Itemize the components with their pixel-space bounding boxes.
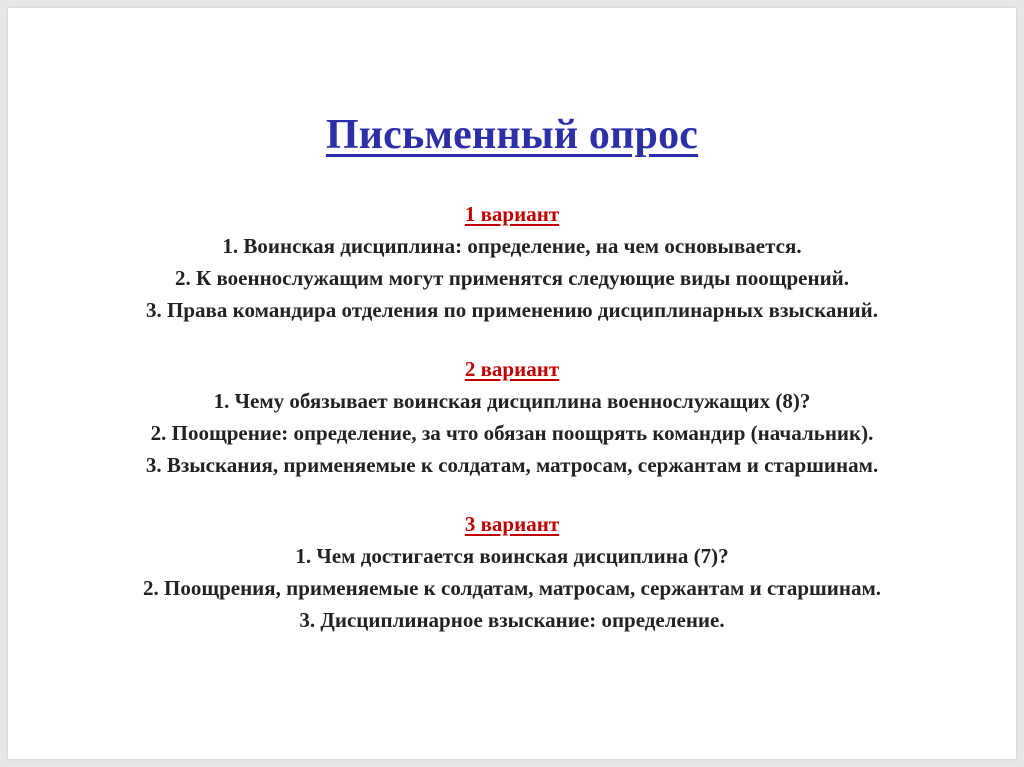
variant-3-heading: 3 вариант <box>464 512 560 536</box>
variant-1-question-1: 1. Воинская дисциплина: определение, на чем основывается. <box>222 234 802 258</box>
variant-2-block <box>8 353 1016 481</box>
variant-2-question-2: 2. Поощрение: определение, за что обязан поощрять командир (начальник). <box>150 421 874 445</box>
variant-2-question-1: 1. Чему обязывает воинская дисциплина военнослужащих (8)? <box>213 389 811 413</box>
slide <box>8 8 1016 759</box>
variant-3-question-3: 3. Дисциплинарное взыскание: определение. <box>299 608 725 632</box>
variant-3-question-1: 1. Чем достигается воинская дисциплина (7)? <box>295 544 729 568</box>
variant-3-block <box>8 508 1016 636</box>
variant-1-heading: 1 вариант <box>464 202 560 226</box>
variant-1-question-2: 2. К военнослужащим могут применятся следующие виды поощрений. <box>174 266 850 290</box>
variant-3-question-2: 2. Поощрения, применяемые к солдатам, матросам, сержантам и старшинам. <box>143 576 881 600</box>
variant-2-question-3: 3. Взыскания, применяемые к солдатам, матросам, сержантам и старшинам. <box>145 453 879 477</box>
page-title: Письменный опрос <box>325 112 699 158</box>
variant-2-heading: 2 вариант <box>464 357 560 381</box>
variant-1-block <box>8 198 1016 326</box>
variant-1-question-3: 3. Права командира отделения по применению дисциплинарных взысканий. <box>146 298 878 322</box>
